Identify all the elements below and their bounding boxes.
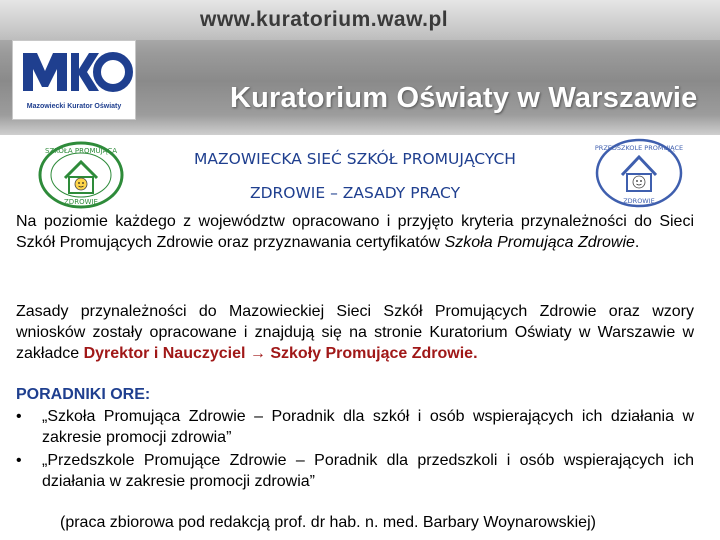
paragraph-rules (16, 301, 694, 364)
svg-text:ZDROWIE: ZDROWIE (64, 198, 98, 206)
link-health-promoting-schools[interactable]: Szkoły Promujące Zdrowie. (270, 345, 478, 362)
paragraph-rules-text: Zasady przynależności do Mazowieckiej Sieci Szkół Promujących Zdrowie oraz wzory wniosków zostały opracowane i znajdują się na stronie Kuratorium Oświaty w Warszawie w zakładce (16, 303, 694, 362)
svg-text:PRZEDSZKOLE PROMUJĄCE: PRZEDSZKOLE PROMUJĄCE (594, 144, 684, 152)
header-banner (0, 0, 720, 135)
logo-caption: Mazowiecki Kurator Oświaty (26, 103, 122, 110)
slide-title-line1: MAZOWIECKA SIEĆ SZKÓŁ PROMUJĄCYCH (194, 150, 516, 168)
preschool-badge-icon (594, 137, 684, 209)
footer-note: (praca zbiorowa pod redakcją prof. dr hab. n. med. Barbary Woynarowskiej) (60, 514, 596, 531)
arrow-icon: → (245, 345, 271, 362)
mko-logo-icon (13, 41, 135, 101)
bullet-icon: • (16, 408, 22, 425)
paragraph-criteria-text: Na poziomie każdego z województw opracowano i przyjęto kryteria przynależności do Sieci Szkół Promujących Zdrowie oraz przyznawania certyfikatów (16, 213, 694, 251)
slide-title-line2: ZDROWIE – ZASADY PRACY (249, 184, 461, 202)
school-badge-icon (37, 140, 125, 210)
certificate-name: Szkoła Promująca Zdrowie (444, 234, 635, 251)
bullet-icon: • (16, 452, 22, 469)
svg-text:ZDROWIE: ZDROWIE (623, 197, 655, 205)
guides-heading: PORADNIKI ORE: (16, 386, 151, 403)
paragraph-criteria (16, 211, 694, 253)
page-title: Kuratorium Oświaty w Warszawie (230, 82, 698, 114)
guide-title: „Szkoła Promująca Zdrowie – Poradnik dla szkół i osób wspierających ich działania w zakresie promocji zdrowia” (42, 408, 694, 446)
mko-logo[interactable] (12, 40, 136, 120)
svg-text:SZKOŁA PROMUJĄCA: SZKOŁA PROMUJĄCA (44, 147, 118, 155)
guide-title: „Przedszkole Promujące Zdrowie – Poradnik dla przedszkoli i osób wspierających ich działania w zakresie promocji zdrowia” (42, 452, 694, 490)
link-director-teacher[interactable]: Dyrektor i Nauczyciel (83, 345, 246, 362)
site-url[interactable]: www.kuratorium.waw.pl (200, 8, 449, 31)
paragraph-criteria-end: . (634, 234, 640, 251)
